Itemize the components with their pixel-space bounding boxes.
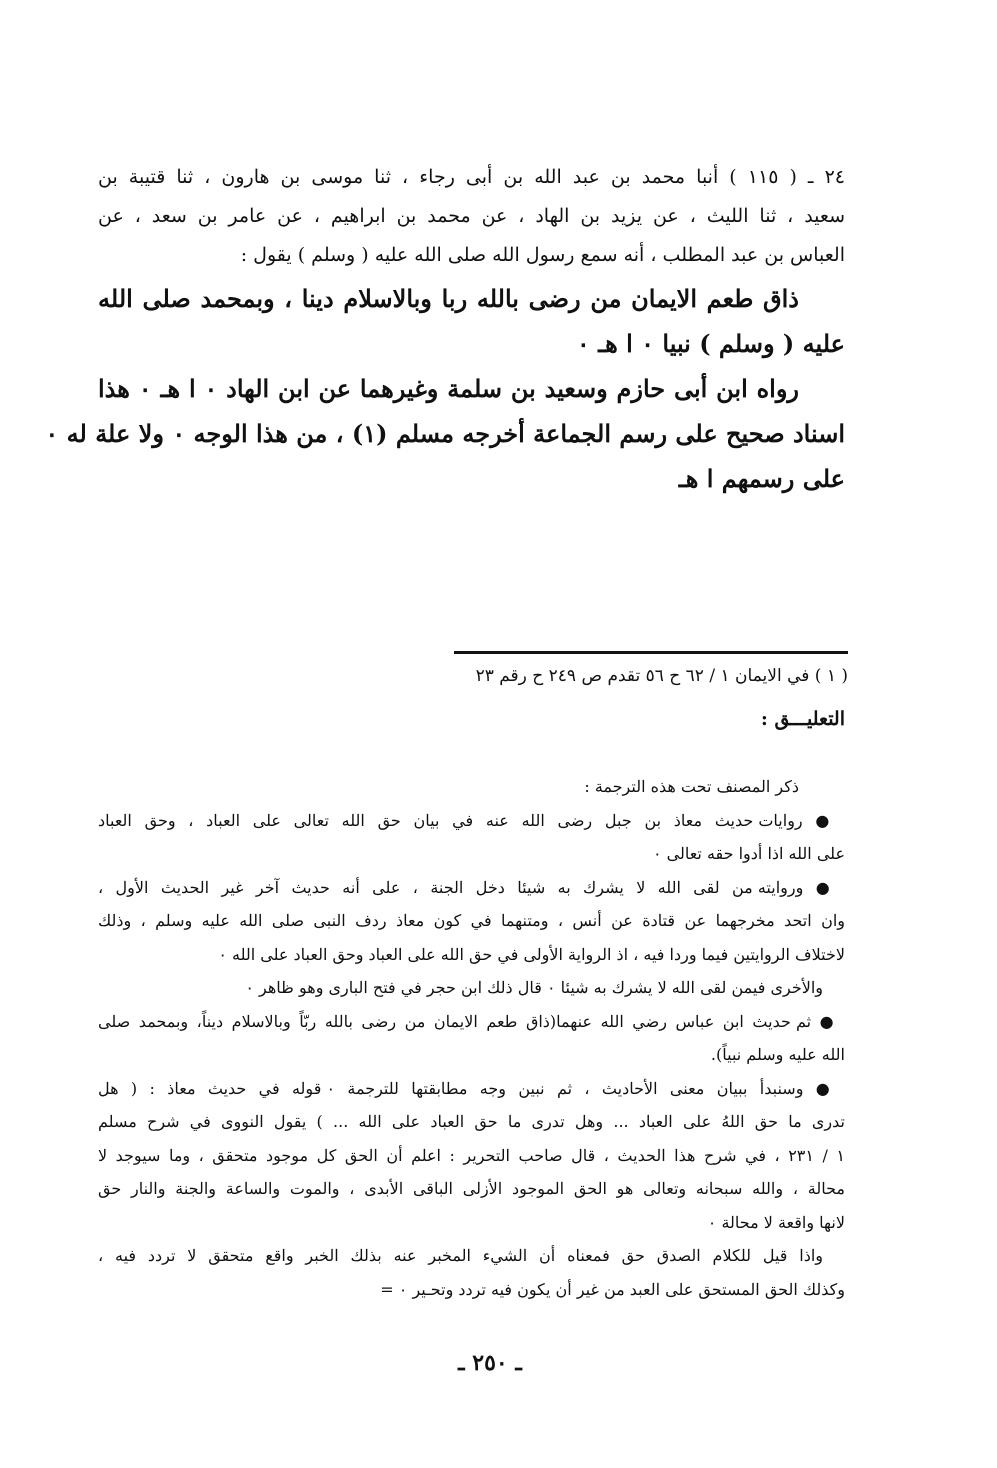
hadith-isnad	[98, 158, 845, 275]
commentary-line-text: لاختلاف الروايتين فيما وردا فيه ، اذ الرواية الأولى في حق الله على العباد وحق العباد على الله ٠	[218, 944, 845, 964]
isnad-line: العباس بن عبد المطلب ، أنه سمع رسول الله صلى الله عليه ( وسلم ) يقول :	[240, 244, 845, 266]
commentary-line-text: واذا قيل للكلام الصدق حق فمعناه أن الشيء المخبر عنه بذلك الخبر واقع متحقق لا تردد فيه ،	[98, 1246, 823, 1265]
bullet-icon: ●	[815, 1078, 838, 1098]
commentary-line	[98, 1038, 845, 1072]
commentary-paragraph	[98, 1005, 845, 1072]
hadith-text	[45, 276, 845, 501]
commentary-line	[98, 904, 845, 938]
commentary-line	[98, 1072, 845, 1106]
commentary-line	[98, 804, 845, 838]
bullet-icon: ●	[815, 877, 838, 897]
commentary-line-text: وسنبدأ ببيان معنى الأحاديث ، ثم نبين وجه مطابقتها للترجمة ٠ قوله في حديث معاذ : ( هل	[98, 1078, 804, 1098]
commentary-line-text: تدرى ما حق اللهُ على العباد ... وهل تدرى ما حق العباد على الله ... ) يقول النووى في شرح مسلم	[98, 1112, 845, 1131]
isnad-line: سعيد ، ثنا الليث ، عن يزيد بن الهاد ، عن محمد بن ابراهيم ، عن عامر بن سعد ، عن	[98, 205, 845, 227]
commentary-line	[98, 1172, 845, 1206]
takhrij-line: على رسمهم ا هـ	[678, 464, 845, 493]
commentary-line-text: لانها واقعة لا محالة ٠	[707, 1212, 845, 1232]
commentary-line	[98, 938, 845, 972]
commentary-line	[98, 837, 845, 871]
commentary-heading: التعليـــق :	[760, 708, 845, 730]
commentary-line-text: محالة ، والله سبحانه وتعالى هو الحق الموجود الأزلى الباقى الأبدى ، والموت والساعة والجنة والنار حق	[98, 1179, 845, 1198]
matn-line: عليه ( وسلم ) نبيا ٠ ا هـ ٠	[576, 329, 845, 358]
commentary-line-text: ١ / ٢٣١ ، في شرح هذا الحديث ، قال صاحب التحرير : اعلم أن الحق كل موجود متحقق ، وما سيوجد لا	[98, 1145, 845, 1165]
footnote-text: ( ١ ) في الايمان ١ / ٦٢ ح ٥٦ تقدم ص ٢٤٩ ح رقم ٢٣	[475, 666, 848, 686]
commentary-line	[98, 971, 845, 1005]
commentary-line-text: الله عليه وسلم نبياً).	[710, 1045, 845, 1064]
commentary-line	[98, 1273, 845, 1307]
commentary-line-text: ثم حديث ابن عباس رضي الله عنهما(ذاق طعم الايمان من رضى بالله ربّاً وبالاسلام ديناً، وبمحمد صلى	[98, 1011, 812, 1031]
commentary-intro: ذكر المصنف تحت هذه الترجمة :	[584, 777, 799, 796]
commentary-paragraph	[98, 804, 845, 871]
page-number: ـ ٢٥٠ ـ	[458, 1350, 522, 1376]
commentary-line-text: وكذلك الحق المستحق على العبد من غير أن يكون فيه تردد وتحـير ٠ =	[380, 1279, 845, 1299]
takhrij-line: اسناد صحيح على رسم الجماعة أخرجه مسلم (١) ، من هذا الوجه ٠ ولا علة له ٠	[45, 419, 845, 448]
isnad-line: ٢٤ ـ ( ١١٥ ) أنبا محمد بن عبد الله بن أبى رجاء ، ثنا موسى بن هارون ، ثنا قتيبة بن	[98, 166, 845, 188]
commentary-line	[98, 1005, 845, 1039]
commentary-line	[98, 1206, 845, 1240]
commentary-line-text: على الله اذا أدوا حقه تعالى ٠	[652, 844, 845, 863]
footnote-divider	[454, 651, 848, 654]
commentary-line	[98, 871, 845, 905]
commentary-paragraph	[98, 971, 845, 1005]
commentary-line-text: روايات حديث معاذ بن جبل رضى الله عنه في بيان حق الله تعالى على العباد ، وحق العباد	[98, 810, 803, 830]
matn-line: ذاق طعم الايمان من رضى بالله ربا وبالاسلام دينا ، وبمحمد صلى الله	[98, 284, 799, 313]
takhrij-line: رواه ابن أبى حازم وسعيد بن سلمة وغيرهما عن ابن الهاد ٠ ا هـ ٠ هذا	[98, 374, 799, 403]
footnote	[454, 661, 848, 691]
commentary-paragraph	[98, 1239, 845, 1306]
bullet-icon: ●	[815, 810, 837, 830]
commentary-line-text: وان اتحد مخرجهما عن قتادة عن أنس ، ومتنهما في كون معاذ ردف النبى صلى الله عليه وسلم ، وذلك	[98, 911, 846, 930]
commentary-paragraph	[98, 871, 845, 972]
bullet-icon: ●	[819, 1011, 837, 1031]
commentary-line-text: والأخرى فيمن لقى الله لا يشرك به شيئا ٠ قال ذلك ابن حجر في فتح البارى وهو ظاهر ٠	[245, 978, 823, 997]
commentary-line	[98, 1139, 845, 1173]
commentary-line	[98, 1105, 845, 1139]
commentary-body	[98, 770, 845, 1306]
commentary-line-text: وروايته من لقى الله لا يشرك به شيئا دخل الجنة ، على أنه حديث آخر غير الحديث الأول ،	[98, 877, 804, 897]
commentary-paragraph	[98, 1072, 845, 1240]
commentary-line	[98, 1239, 845, 1273]
